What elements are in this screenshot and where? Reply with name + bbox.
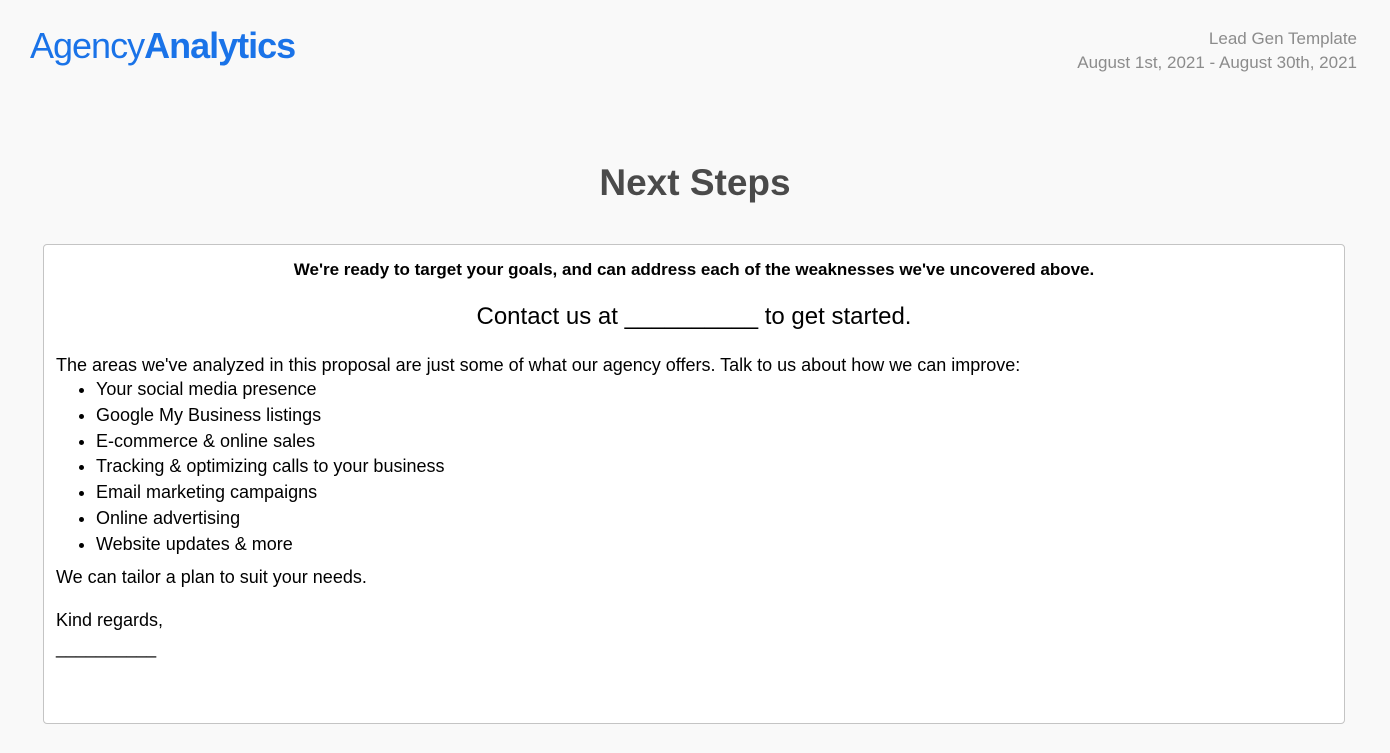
report-meta [1077,27,1357,75]
tailor-text: We can tailor a plan to suit your needs. [56,566,367,587]
lead-text: We're ready to target your goals, and can address each of the weaknesses we've uncovered above. [293,260,1095,279]
logo-text-analytics: Analytics [144,25,296,66]
list-item: • Google My Business listings [96,403,1332,429]
section-title: Next Steps [599,162,791,203]
list-item: • E-commerce & online sales [96,429,1332,455]
list-item: • Online advertising [96,506,1332,532]
offer-list [56,377,1332,558]
list-item: • Website updates & more [96,532,1332,558]
list-item: • Email marketing campaigns [96,480,1332,506]
next-steps-panel [43,244,1345,724]
signature-line: __________ [56,637,157,658]
logo-text-agency: Agency [30,25,145,66]
list-item: • Tracking & optimizing calls to your business [96,454,1332,480]
intro-text: The areas we've analyzed in this proposal are just some of what our agency offers. Talk to us about how we can improve: [56,355,1021,375]
agencyanalytics-logo [30,26,295,66]
date-range: August 1st, 2021 - August 30th, 2021 [1077,53,1357,72]
template-name: Lead Gen Template [1208,29,1357,48]
regards-text: Kind regards, [56,609,164,630]
list-item: • Your social media presence [96,377,1332,403]
contact-text: Contact us at __________ to get started. [476,303,912,330]
